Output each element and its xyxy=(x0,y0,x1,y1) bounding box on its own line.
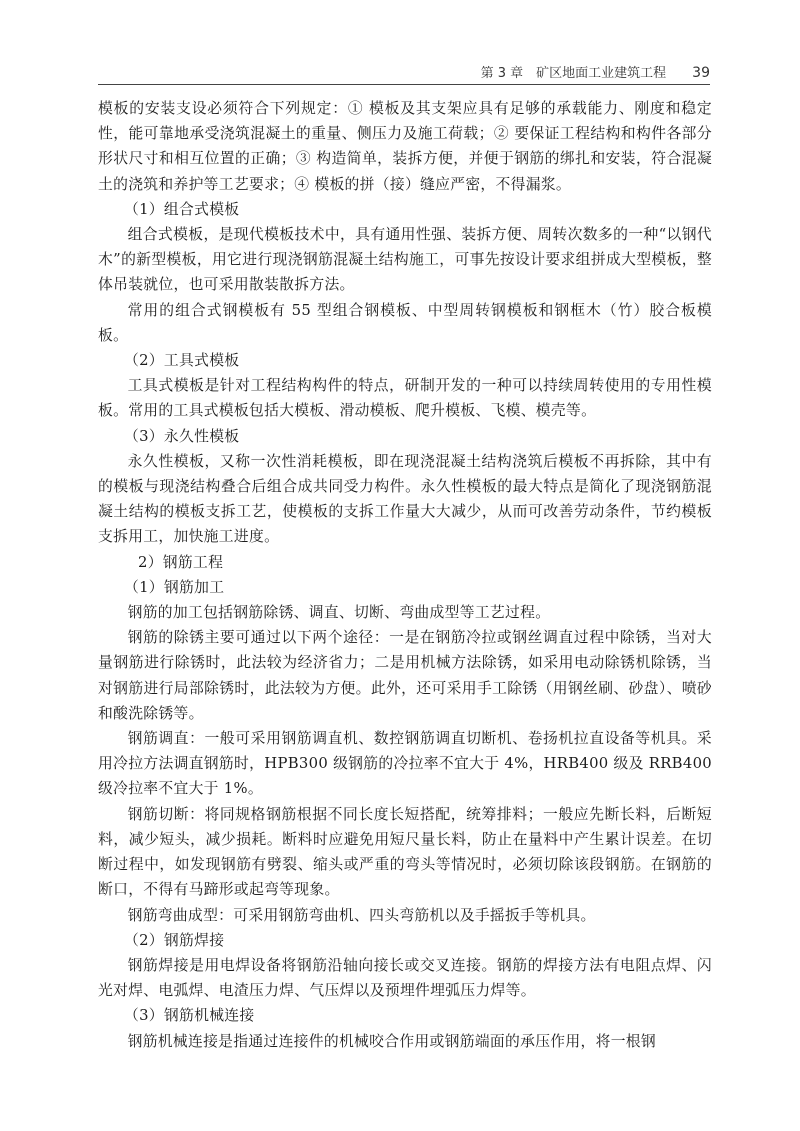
running-header xyxy=(98,62,710,85)
heading-rebar-engineering: 2）钢筋工程 xyxy=(138,553,224,571)
paragraph-continued: 模板的安装支设必须符合下列规定：① 模板及其支架应具有足够的承载能力、刚度和稳定性，能可靠地承受浇筑混凝土的重量、侧压力及施工荷载；② 要保证工程结构和构件各部分形状尺寸和相互位置的正确；③ 构造简单，装拆方便，并便于钢筋的绑扎和安装，符合混凝土的浇筑和养护等工艺要求；④ 模板的拼（接）缝应严密，不得漏浆。 xyxy=(98,100,712,193)
heading-composite-formwork: （1）组合式模板 xyxy=(124,200,240,218)
paragraph: 组合式模板，是现代模板技术中，具有通用性强、装拆方便、周转次数多的一种“以钢代木”的新型模板，用它进行现浇钢筋混凝土结构施工，可事先按设计要求组拼成大型模板，整体吊装就位，也可采用散装散拆方法。 xyxy=(98,226,712,294)
paragraph: 钢筋的除锈主要可通过以下两个途径：一是在钢筋冷拉或钢丝调直过程中除锈，当对大量钢筋进行除锈时，此法较为经济省力；二是用机械方法除锈，如采用电动除锈机除锈，当对钢筋进行局部除锈时，此法较为方便。此外，还可采用手工除锈（用钢丝刷、砂盘）、喷砂和酸洗除锈等。 xyxy=(98,629,712,722)
paragraph: 工具式模板是针对工程结构构件的特点，研制开发的一种可以持续周转使用的专用性模板。常用的工具式模板包括大模板、滑动模板、爬升模板、飞模、模壳等。 xyxy=(98,377,712,420)
paragraph: 钢筋调直：一般可采用钢筋调直机、数控钢筋调直切断机、卷扬机拉直设备等机具。采用冷拉方法调直钢筋时，HPB300 级钢筋的冷拉率不宜大于 4%，HRB400 级及 RRB400 级冷拉率不宜大于 1%。 xyxy=(98,730,712,798)
chapter-title: 第 3 章 矿区地面工业建筑工程 xyxy=(480,66,667,81)
heading-permanent-formwork: （3）永久性模板 xyxy=(124,427,240,445)
paragraph: 常用的组合式钢模板有 55 型组合钢模板、中型周转钢模板和钢框木（竹）胶合板模板。 xyxy=(98,301,712,344)
paragraph: 钢筋焊接是用电焊设备将钢筋沿轴向接长或交叉连接。钢筋的焊接方法有电阻点焊、闪光对焊、电弧焊、电渣压力焊、气压焊以及预埋件埋弧压力焊等。 xyxy=(98,956,712,1000)
paragraph: 钢筋切断：将同规格钢筋根据不同长度长短搭配，统筹排料；一般应先断长料，后断短料，减少短头，减少损耗。断料时应避免用短尺量长料，防止在量料中产生累计误差。在切断过程中，如发现钢筋有劈裂、缩头或严重的弯头等情况时，必须切除该段钢筋。在钢筋的断口，不得有马蹄形或起弯等现象。 xyxy=(98,805,712,899)
page-number: 39 xyxy=(692,65,710,81)
heading-rebar-processing: （1）钢筋加工 xyxy=(124,578,225,596)
heading-mechanical-connection: （3）钢筋机械连接 xyxy=(124,1007,255,1025)
page-body xyxy=(98,96,712,1054)
paragraph: 钢筋弯曲成型：可采用钢筋弯曲机、四头弯筋机以及手摇扳手等机具。 xyxy=(127,906,596,924)
paragraph: 永久性模板，又称一次性消耗模板，即在现浇混凝土结构浇筑后模板不再拆除，其中有的模板与现浇结构叠合后组合成共同受力构件。永久性模板的最大特点是简化了现浇钢筋混凝土结构的模板支拆工艺，使模板的支拆工作量大大减少，从而可改善劳动条件，节约模板支拆用工，加快施工进度。 xyxy=(98,452,712,546)
paragraph: 钢筋机械连接是指通过连接件的机械咬合作用或钢筋端面的承压作用，将一根钢 xyxy=(127,1032,656,1050)
heading-tool-formwork: （2）工具式模板 xyxy=(124,352,240,370)
heading-rebar-welding: （2）钢筋焊接 xyxy=(124,931,225,949)
paragraph: 钢筋的加工包括钢筋除锈、调直、切断、弯曲成型等工艺过程。 xyxy=(127,604,551,622)
